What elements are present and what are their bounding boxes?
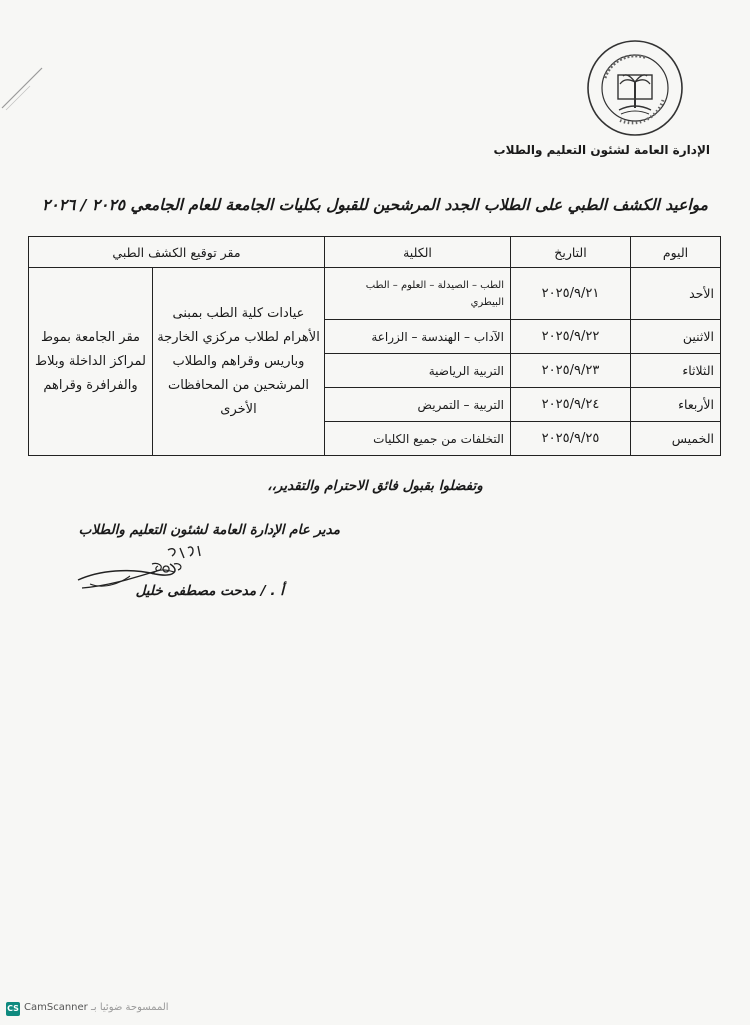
schedule-table [28,236,721,456]
header-date: التاريخ [511,237,631,268]
signatory-name: أ . / مدحت مصطفى خليل [135,583,284,599]
university-seal-logo [585,38,685,138]
cell-faculty: التربية الرياضية [325,354,511,388]
cell-faculty: الآداب – الهندسة – الزراعة [325,320,511,354]
cell-day: الأربعاء [631,388,721,422]
scanner-label: CamScanner الممسوحة ضوئيا بـ [24,1002,169,1013]
scan-artifact [0,60,60,120]
cell-location-kharga: عيادات كلية الطب بمبنى الأهرام لطلاب مركزي الخارجة وباريس وقراهم والطلاب المرشحين من المحافظات الأخرى [153,268,325,456]
camscanner-logo-icon: CS [6,1002,20,1016]
cell-day: الاثنين [631,320,721,354]
header-location: مقر توقيع الكشف الطبي [29,237,325,268]
cell-day: الأحد [631,268,721,320]
header-faculty: الكلية [325,237,511,268]
document-title: مواعيد الكشف الطبي على الطلاب الجدد المرشحين للقبول بكليات الجامعة للعام الجامعي ٢٠٢٥ / ٢٠٢٦ [42,196,708,214]
cell-faculty: التخلفات من جميع الكليات [325,422,511,456]
department-name: الإدارة العامة لشئون التعليم والطلاب [493,143,710,157]
table-header-row [29,237,721,268]
cell-date: ٢٠٢٥/٩/٢١ [511,268,631,320]
scanner-footer [6,1002,169,1020]
cell-date: ٢٠٢٥/٩/٢٣ [511,354,631,388]
header-day: اليوم [631,237,721,268]
cell-date: ٢٠٢٥/٩/٢٥ [511,422,631,456]
signatory-title: مدير عام الإدارة العامة لشئون التعليم والطلاب [78,522,340,538]
cell-faculty: الطب – الصيدلة – العلوم – الطب البيطري [325,268,511,320]
cell-date: ٢٠٢٥/٩/٢٤ [511,388,631,422]
cell-faculty: التربية – التمريض [325,388,511,422]
cell-location-mut: مقر الجامعة بموط لمراكز الداخلة وبلاط والفرافرة وقراهم [29,268,153,456]
table-row [29,268,721,320]
cell-date: ٢٠٢٥/٩/٢٢ [511,320,631,354]
cell-day: الخميس [631,422,721,456]
closing-line: وتفضلوا بقبول فائق الاحترام والتقدير،، [267,478,483,494]
cell-day: الثلاثاء [631,354,721,388]
